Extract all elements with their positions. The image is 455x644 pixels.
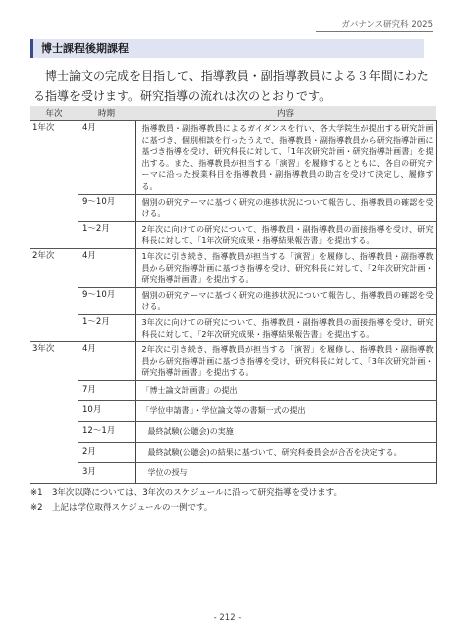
- header-period: 時期: [78, 106, 135, 121]
- period-cell: 10月: [78, 401, 135, 422]
- header-title: ガバナンス研究科 2025: [341, 20, 433, 30]
- header-rule: [316, 31, 433, 32]
- period-cell: 12～1月: [78, 422, 135, 443]
- period-cell: 1～2月: [78, 314, 135, 341]
- period-cell: 7月: [78, 380, 135, 401]
- note-text: 上記は学位取得スケジュールの一例です。: [52, 503, 213, 513]
- period-cell: 9～10月: [78, 287, 135, 314]
- note-text: 3年次以降については、3年次のスケジュールに沿って研究指導を受けます。: [52, 488, 342, 498]
- schedule-table: [30, 106, 437, 484]
- content-cell: 「学位申請書」・学位論文等の書類一式の提出: [135, 401, 436, 422]
- table-row: [30, 422, 436, 443]
- table-row: [30, 121, 436, 195]
- table-row: [30, 380, 436, 401]
- intro-text: [33, 66, 429, 106]
- content-cell: 指導教員・副指導教員によるガイダンスを行い、各大学院生が提出する研究計画に基づき、個別相談を行ったうえで、指導教員・副指導教員から研究指導計画に基づき指導を受け、研究科長に対して、「1年次研究計画・研究指導計画書」を提出する。また、指導教員が担当する「演習」を履修するとともに、各自の研究テーマに沿った授業科目を指導教員・副指導教員の助言を受けて決定し、履修する。: [135, 121, 436, 195]
- section-title: 博士課程後期課程: [30, 39, 424, 58]
- content-cell: 最終試験(公聴会)の結果に基づいて、研究科委員会が合否を決定する。: [135, 442, 436, 463]
- year-cell: 1年次: [30, 121, 78, 249]
- period-cell: 2月: [78, 442, 135, 463]
- notes: [30, 486, 440, 516]
- page-number: - 212 -: [213, 613, 242, 623]
- note-mark: ※1: [30, 488, 43, 498]
- period-cell: 1～2月: [78, 221, 135, 248]
- table-header-row: [30, 106, 436, 121]
- period-cell: 3月: [78, 463, 135, 484]
- period-cell: 9～10月: [78, 194, 135, 221]
- period-cell: 4月: [78, 342, 135, 381]
- table-row: [30, 442, 436, 463]
- note-item: [30, 501, 440, 516]
- content-cell: 3年次に向けての研究について、指導教員・副指導教員の面接指導を受け、研究科長に対して、「2年次研究成果・指導結果報告書」を提出する。: [135, 314, 436, 341]
- content-cell: 学位の授与: [135, 463, 436, 484]
- year-cell: 3年次: [30, 342, 78, 484]
- content-cell: 個別の研究テーマに基づく研究の進捗状況について報告し、指導教員の確認を受ける。: [135, 194, 436, 221]
- period-cell: 4月: [78, 121, 135, 195]
- content-cell: 2年次に引き続き、指導教員が担当する「演習」を履修し、指導教員・副指導教員から研究指導計画に基づき指導を受け、研究科長に対して、「3年次研究計画・研究指導計画書」を提出する。: [135, 342, 436, 381]
- content-cell: 「博士論文計画書」の提出: [135, 380, 436, 401]
- table-row: [30, 342, 436, 381]
- note-item: [30, 486, 440, 501]
- table-row: [30, 401, 436, 422]
- content-cell: 1年次に引き続き、指導教員が担当する「演習」を履修し、指導教員・副指導教員から研究指導計画に基づき指導を受け、研究科長に対して、「2年次研究計画・研究指導計画書」を提出する。: [135, 248, 436, 287]
- content-cell: 個別の研究テーマに基づく研究の進捗状況について報告し、指導教員の確認を受ける。: [135, 287, 436, 314]
- year-cell: 2年次: [30, 248, 78, 341]
- header-content: 内容: [135, 106, 436, 121]
- content-cell: 2年次に向けての研究について、指導教員・副指導教員の面接指導を受け、研究科長に対して、「1年次研究成果・指導結果報告書」を提出する。: [135, 221, 436, 248]
- table-row: [30, 248, 436, 287]
- note-mark: ※2: [30, 503, 43, 513]
- content-cell: 最終試験(公聴会)の実施: [135, 422, 436, 443]
- table-row: [30, 221, 436, 248]
- intro-paragraph: 博士論文の完成を目指して、指導教員・副指導教員による３年間にわたる指導を受けます。研究指導の流れは次のとおりです。: [33, 69, 429, 103]
- table-row: [30, 463, 436, 484]
- header-year: 年次: [30, 106, 78, 121]
- table-row: [30, 194, 436, 221]
- table-row: [30, 314, 436, 341]
- period-cell: 4月: [78, 248, 135, 287]
- table-row: [30, 287, 436, 314]
